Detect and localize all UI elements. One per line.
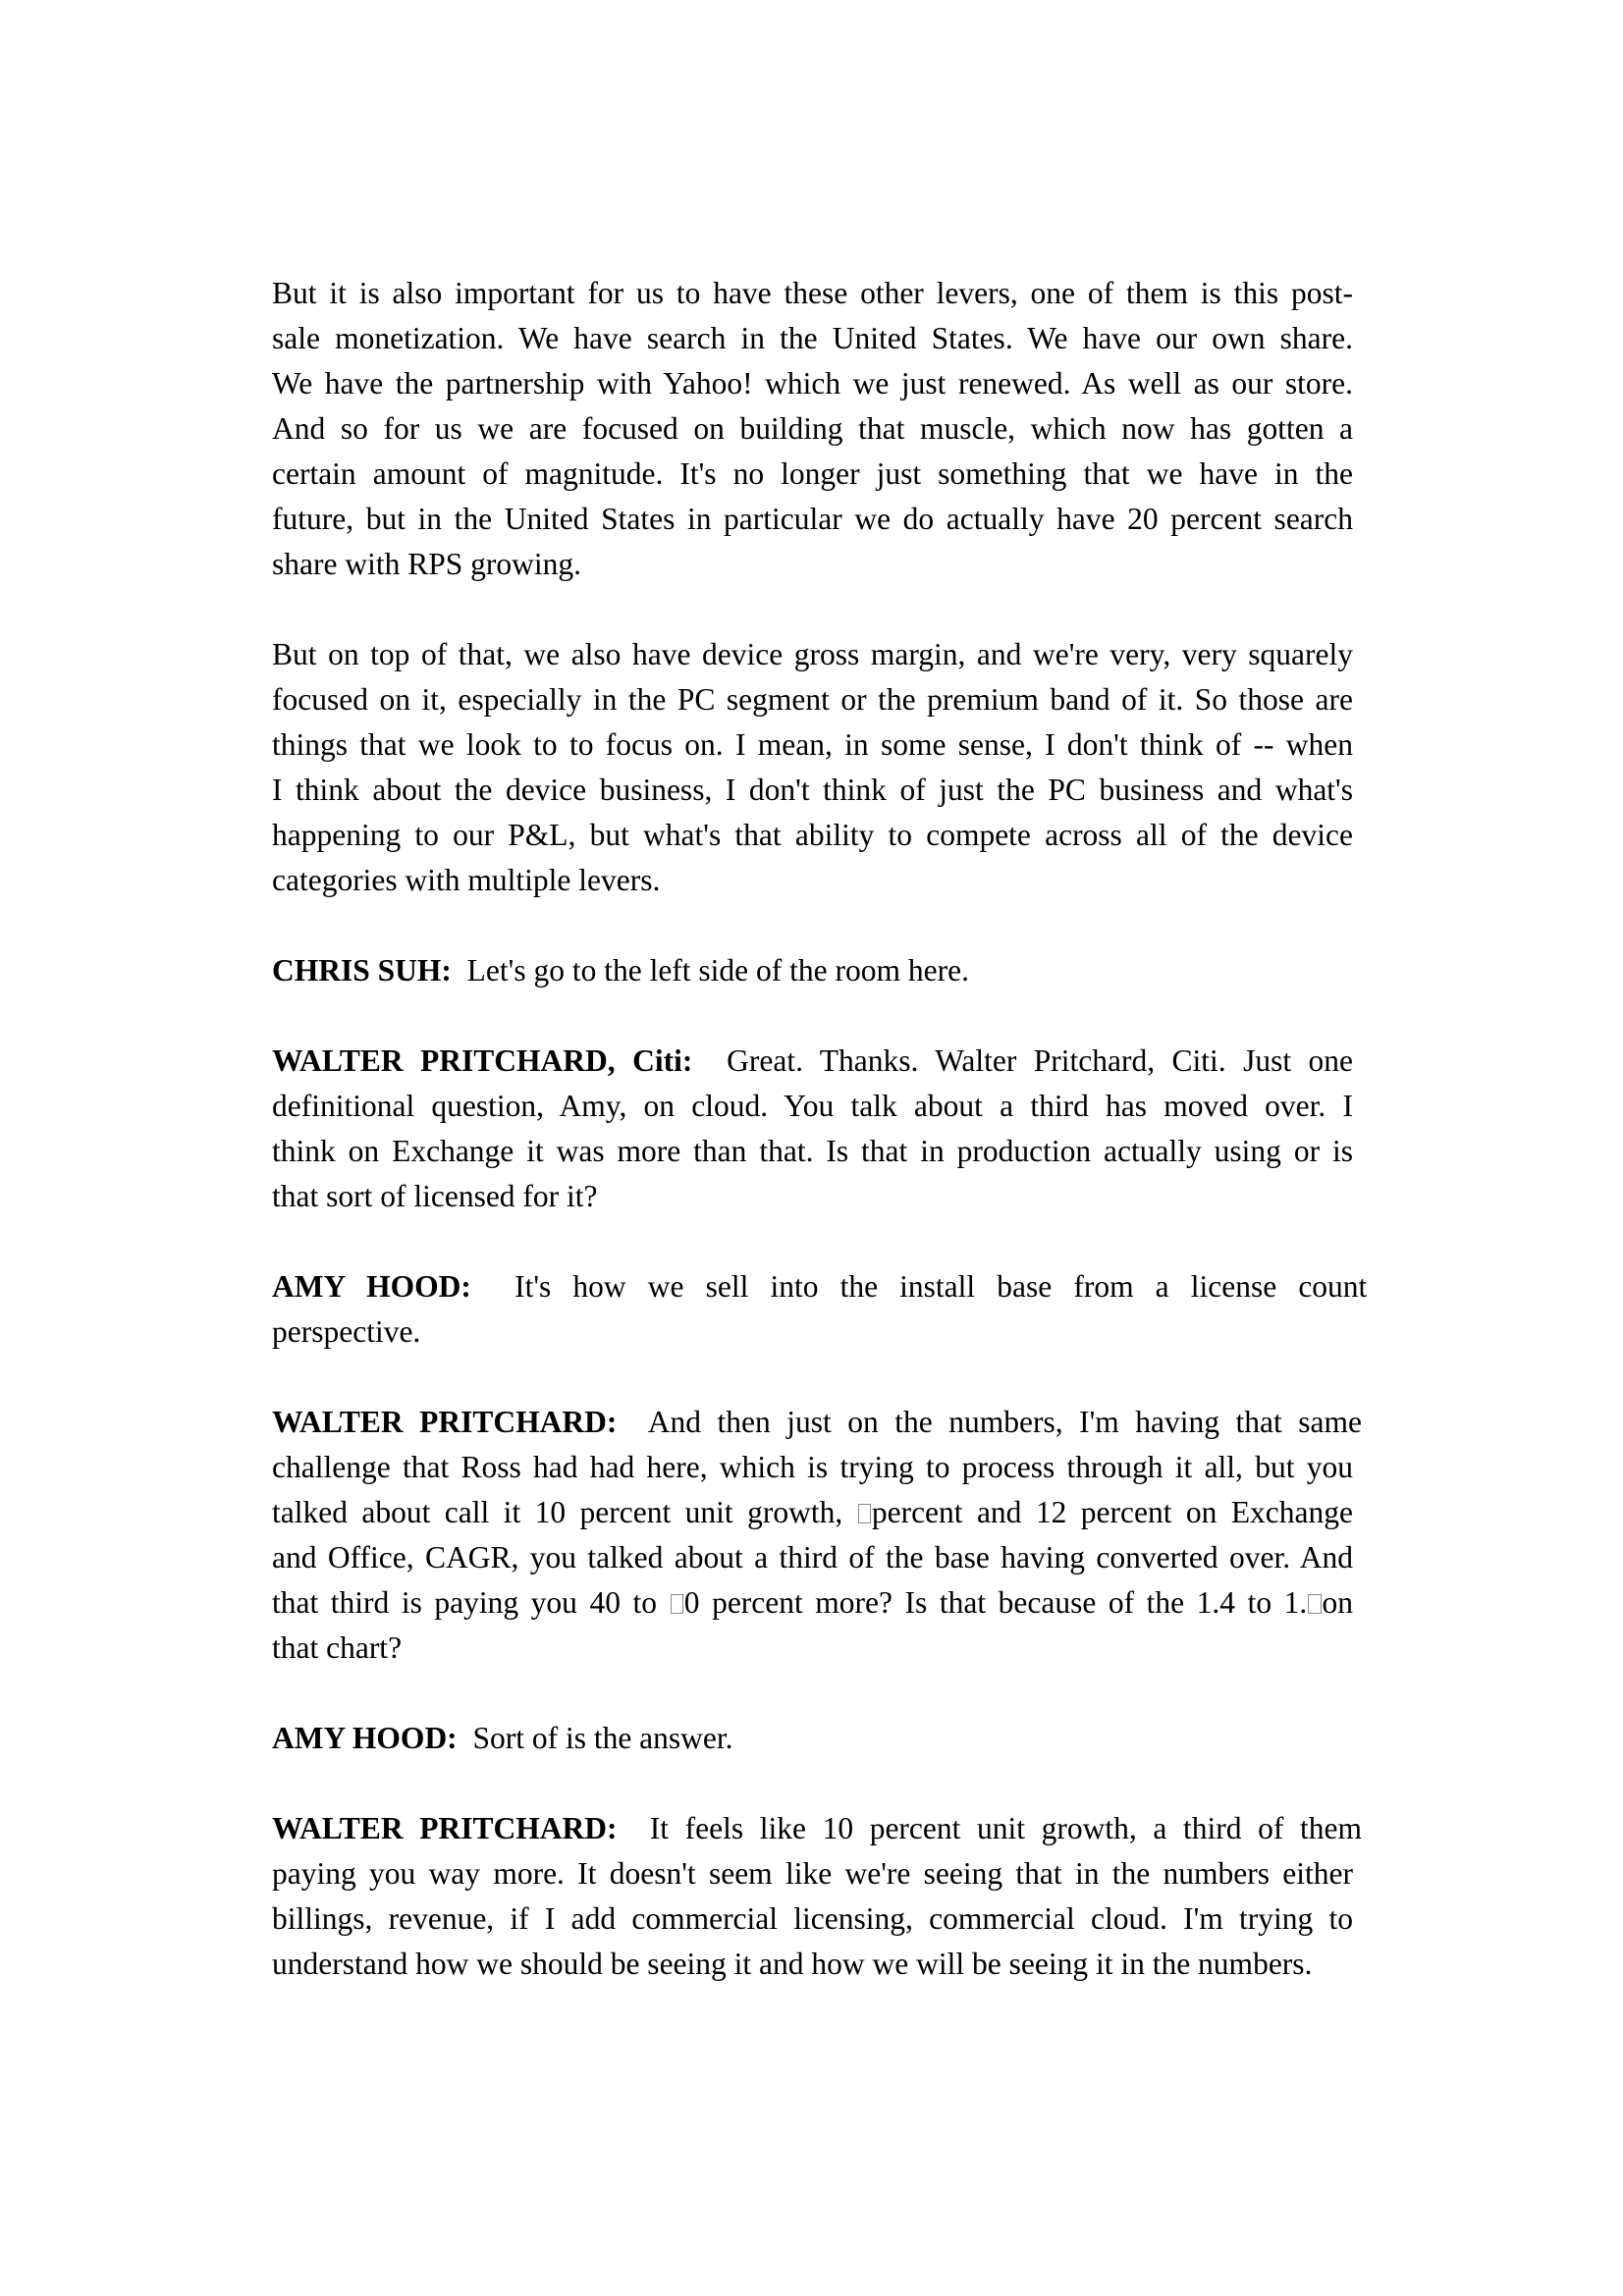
missing-glyph-box (1308, 1594, 1321, 1614)
speaker-paragraph (272, 1039, 1353, 1219)
text-line: I think about the device business, I don't think of just the PC business and what's (272, 773, 1353, 807)
transcript-page (272, 271, 1368, 1987)
speaker-name: WALTER PRITCHARD: (272, 1405, 618, 1439)
text-line: happening to our P&L, but what's that ability to compete across all of the device (272, 818, 1353, 852)
text-line: And so for us we are focused on building that muscle, which now has gotten a (272, 411, 1354, 446)
text-line (272, 1039, 1353, 1084)
text-line: challenge that Ross had had here, which is trying to process through it all, but you (272, 1450, 1353, 1484)
speech-text: Great. Thanks. Walter Pritchard, Citi. Just one (727, 1043, 1353, 1078)
text-line: We have the partnership with Yahoo! which we just renewed. As well as our store. (272, 366, 1353, 400)
speaker-name: WALTER PRITCHARD, Citi: (272, 1043, 693, 1078)
speaker-paragraph (272, 1806, 1362, 1987)
text-line: sale monetization. We have search in the United States. We have our own share. (272, 321, 1353, 355)
text-line: that third is paying you 40 to 0 percent more? Is that because of the 1.4 to 1. on (272, 1585, 1353, 1620)
text-line: perspective. (272, 1314, 421, 1349)
text-line: share with RPS growing. (272, 547, 581, 581)
text-line (272, 1264, 1368, 1309)
speech-text: Sort of is the answer. (472, 1721, 733, 1755)
speaker-name: WALTER PRITCHARD: (272, 1811, 618, 1845)
speaker-name: AMY HOOD: (272, 1269, 471, 1304)
text-line: future, but in the United States in particular we do actually have 20 percent search (272, 502, 1353, 536)
text-line (272, 948, 1353, 993)
text-line: talked about call it 10 percent unit growth, percent and 12 percent on Exchange (272, 1495, 1354, 1529)
text-line: think on Exchange it was more than that. Is that in production actually using or is (272, 1134, 1353, 1168)
speaker-paragraph (272, 1400, 1362, 1671)
paragraph (272, 271, 1353, 587)
text-line: understand how we should be seeing it and how we will be seeing it in the numbers. (272, 1947, 1313, 1981)
text-line (272, 1400, 1362, 1445)
text-line: things that we look to to focus on. I mean, in some sense, I don't think of -- when (272, 727, 1353, 762)
speech-text: It feels like 10 percent unit growth, a third of them (649, 1811, 1362, 1845)
text-line: categories with multiple levers. (272, 863, 661, 897)
speech-text: Let's go to the left side of the room here. (466, 953, 969, 988)
text-line (272, 1806, 1362, 1851)
speaker-paragraph (272, 1716, 1353, 1761)
speaker-paragraph (272, 1264, 1368, 1355)
paragraph (272, 632, 1353, 903)
text-line: that chart? (272, 1630, 403, 1665)
speech-text: And then just on the numbers, I'm having that same (647, 1405, 1362, 1439)
speaker-name: AMY HOOD: (272, 1721, 458, 1755)
text-line (272, 1716, 1353, 1761)
text-line: But on top of that, we also have device gross margin, and we're very, very squarely (272, 637, 1353, 671)
speaker-paragraph (272, 948, 1353, 993)
text-line: paying you way more. It doesn't seem like we're seeing that in the numbers either (272, 1856, 1353, 1891)
speaker-name: CHRIS SUH: (272, 953, 452, 988)
speech-text: It's how we sell into the install base from a license count (514, 1269, 1368, 1304)
text-line: definitional question, Amy, on cloud. You talk about a third has moved over. I (272, 1089, 1353, 1123)
text-line: and Office, CAGR, you talked about a third of the base having converted over. And (272, 1540, 1353, 1575)
text-line: that sort of licensed for it? (272, 1179, 598, 1213)
text-line: certain amount of magnitude. It's no longer just something that we have in the (272, 456, 1353, 491)
text-line: billings, revenue, if I add commercial licensing, commercial cloud. I'm trying to (272, 1901, 1353, 1936)
missing-glyph-box (858, 1504, 871, 1523)
text-line: focused on it, especially in the PC segment or the premium band of it. So those are (272, 682, 1353, 717)
missing-glyph-box (671, 1594, 683, 1614)
text-line: But it is also important for us to have these other levers, one of them is this post- (272, 276, 1353, 310)
